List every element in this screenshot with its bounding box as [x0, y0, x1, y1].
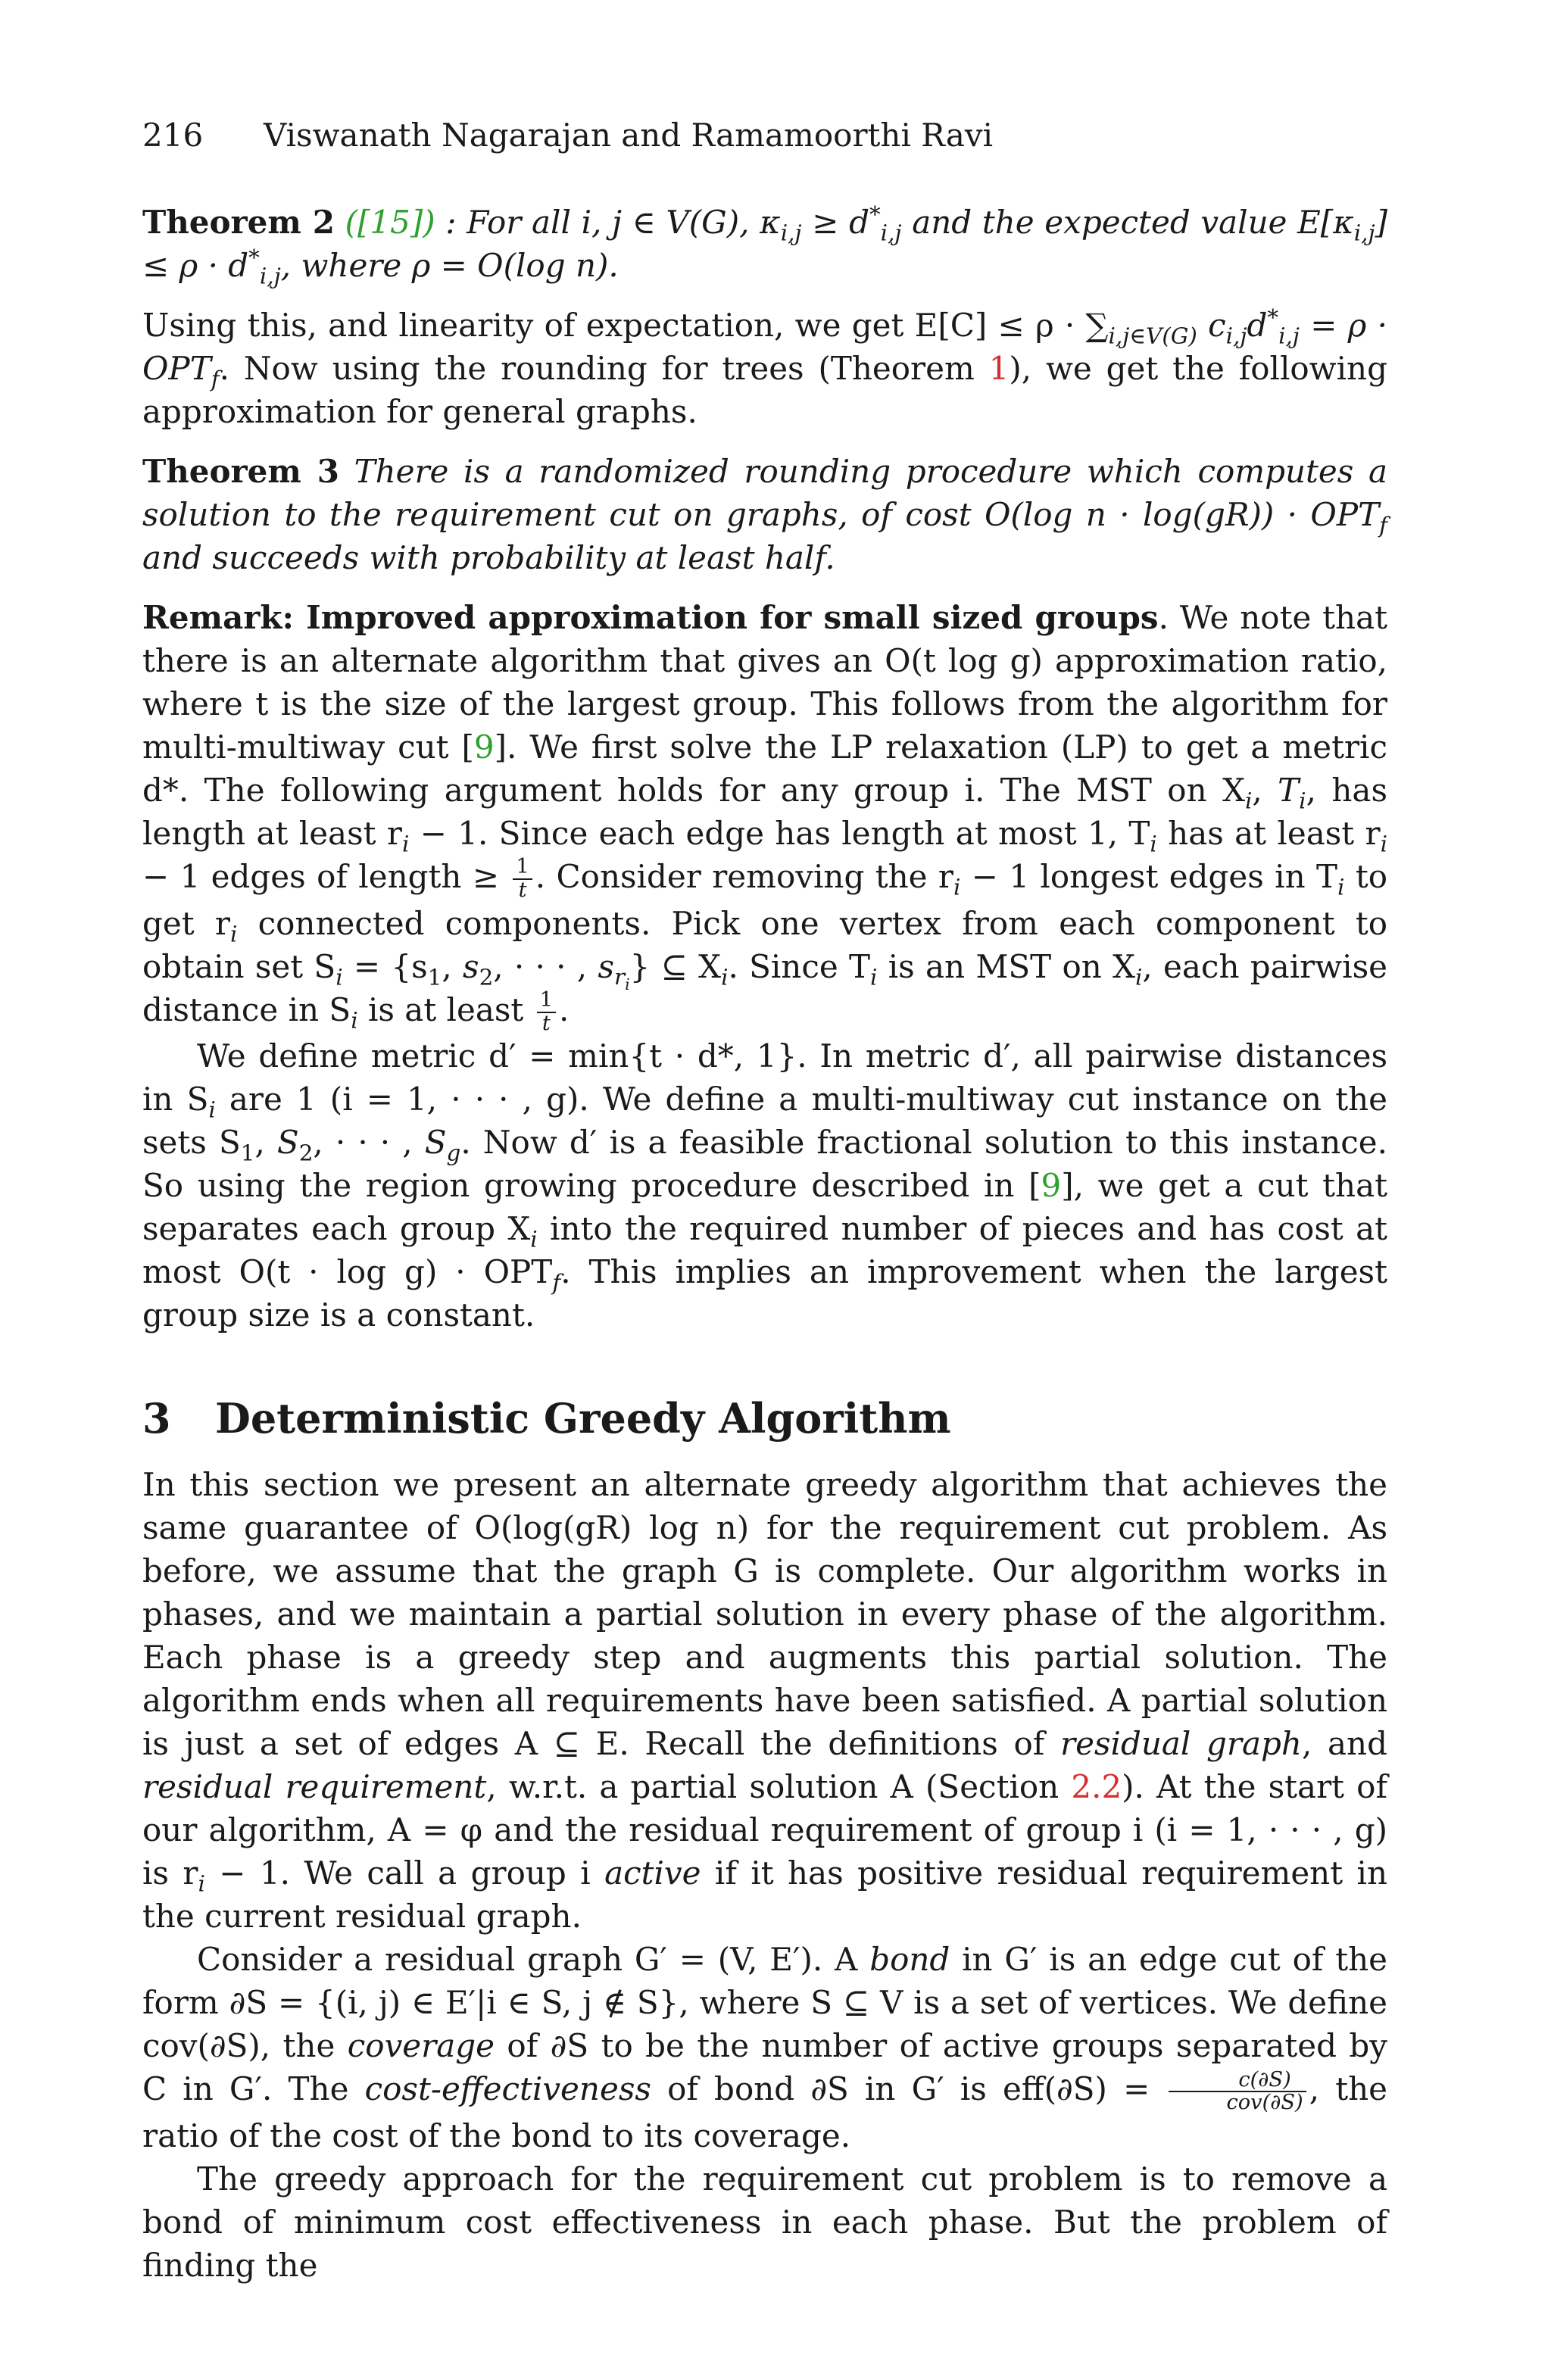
cite-9-b[interactable]: 9 [1041, 1167, 1062, 1205]
page-content [142, 114, 1387, 2287]
running-authors: Viswanath Nagarajan and Ramamoorthi Ravi [264, 117, 994, 154]
section-2-2-ref[interactable]: 2.2 [1071, 1768, 1122, 1806]
running-header [142, 114, 1387, 157]
section-number: 3 [142, 1394, 171, 1443]
page-number: 216 [142, 117, 204, 154]
section-title: Deterministic Greedy Algorithm [215, 1394, 951, 1443]
theorem-2-cite[interactable]: ([15]) [345, 204, 435, 241]
section-3-heading [142, 1394, 1387, 1443]
theorem-1-ref[interactable]: 1 [988, 350, 1010, 387]
remark-paragraph: Remark: Improved approximation for small sized groups. We note that there is an alternate algorithm that gives an O(t log g) approximation ratio, where t is the size of the largest group. This follows from the algorithm for multi-multiway cut [9]. We first solve the LP relaxation (LP) to get a metric d*. The following argument holds for any group i. The MST on $X_i$, $T_i$, has length at least $r_i - 1$. Since each edge has length at most 1, $T_i$ has at least $r_i - 1$ edges of length ≥ $\frac{1}{t}$ . Consider removing the $r_i - 1$ longest edges in $T_i$ to get $r_i$ connected components. Pick one vertex from each component to obtain set $S_i = \{s_1$, $s_2$, · · · , $s_{r_i}$} ⊆ $X_i$. Since $T_i$ is an MST on $X_i$, each pairwise distance in $S_i$ is at least $\frac{1}{t}$ . [142, 599, 1388, 1035]
fraction-one-over-t-2: $\frac{1}{t}$ [537, 990, 556, 1034]
fraction-one-over-t: $\frac{1}{t}$ [513, 856, 532, 901]
paragraph-greedy-intro: In this section we present an alternate greedy algorithm that achieves the same guarantee of O(log(gR) log n) for the requirement cut problem. As before, we assume that the graph G is complete. Our algorithm works in phases, and we maintain a partial solution in every phase of the algorithm. Each phase is a greedy step and augments this partial solution. The algorithm ends when all requirements have been satisfied. A partial solution is just a set of edges A ⊆ E. Recall the definitions of residual graph, and residual requirement, w.r.t. a partial solution A (Section 2.2). At the start of our algorithm, A = φ and the residual requirement of group i (i = 1, · · · , g) is $r_i - 1$. We call a group i active if it has positive residual requirement in the current residual graph. [142, 1466, 1387, 1936]
theorem-3: Theorem 3 There is a randomized rounding procedure which computes a solution to the requirement cut on graphs, of cost O(log $n \cdot \log(gR)) \cdot OPT_f$ and succeeds with probability at least half. [142, 453, 1387, 576]
paragraph-greedy-approach: The greedy approach for the requirement cut problem is to remove a bond of minimum cost effectiveness in each phase. But the problem of finding the [142, 2160, 1387, 2285]
paragraph-expectation: Using this, and linearity of expectation, we get $E[C] \le \rho \cdot \sum_{i,j\in V(G)}$ $c_{i,j}d^*_{i,j} = \rho \cdot OPT_f$. Now using the rounding for trees (Theorem 1), we get the following approximation for general graphs. [142, 304, 1387, 430]
fraction-cost-effectiveness: $\frac{c(\partial S)}{\text{cov(∂S)}}$ [1169, 2070, 1306, 2114]
paragraph-bond: Consider a residual graph G′ = (V, E′). A bond in G′ is an edge cut of the form ∂S = {(i, j) ∈ E′|i ∈ S, j ∉ S}, where S ⊆ V is a set of vertices. We define cov(∂S), the coverage of ∂S to be the number of active groups separated by C in G′. The cost-effectiveness of bond ∂S in G′ is eff(∂S) = $\frac{c(\partial S)}{\text{cov(∂S)}}$ , the ratio of the cost of the bond to its coverage. [142, 1941, 1387, 2155]
remark-label: Remark: Improved approximation for small sized groups [142, 599, 1159, 636]
theorem-2-label: Theorem 2 [142, 204, 335, 241]
theorem-3-label: Theorem 3 [142, 453, 339, 490]
theorem-2: Theorem 2 ([15]) : For all i, j ∈ V(G), $\kappa_{i,j} \ge d^*_{i,j}$ and the expected value $E[\kappa_{i,j}] \le \rho \cdot d^*_{i,j}$, where ρ = O(log n). [142, 201, 1387, 289]
cite-9[interactable]: 9 [473, 728, 495, 766]
paragraph-metric: We define metric d′ = min{t · d*, 1}. In metric d′, all pairwise distances in $S_i$ are 1 (i = 1, · · · , g). We define a multi-multiway cut instance on the sets $S_1$, $S_2$, · · · , $S_g$. Now d′ is a feasible fractional solution to this instance. So using the region growing procedure described in [9], we get a cut that separates each group $X_i$ into the required number of pieces and has cost at most $O(t \cdot \log g) \cdot OPT_f$. This implies an improvement when the largest group size is a constant. [142, 1037, 1388, 1334]
